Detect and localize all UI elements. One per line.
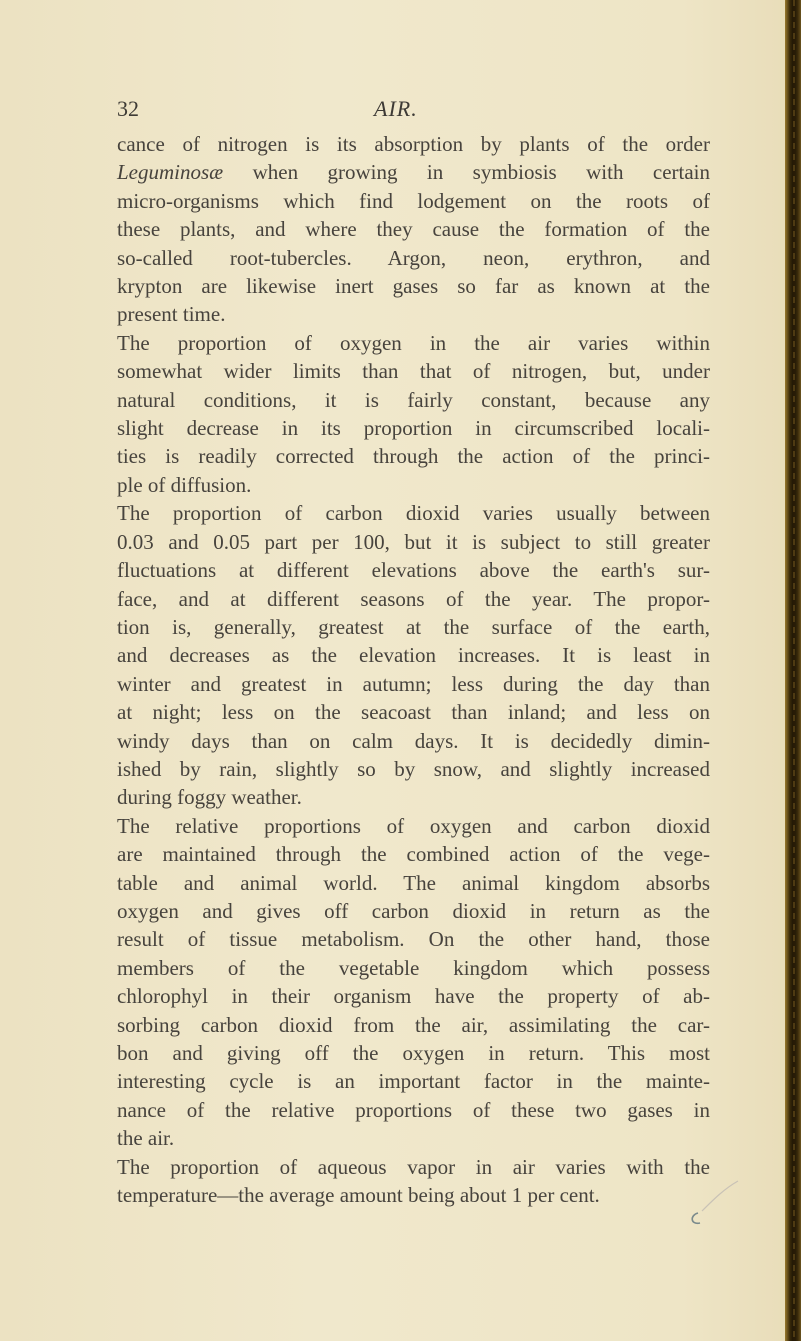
text-segment: chlorophyl in their organism have the property of ab- [117, 984, 710, 1009]
italic-term: Leguminosæ [117, 160, 224, 185]
text-segment: during foggy weather. [117, 785, 302, 810]
text-line [117, 982, 710, 1010]
text-segment: somewhat wider limits than that of nitrogen, but, under [117, 359, 710, 384]
text-line [117, 357, 710, 385]
text-segment: at night; less on the seacoast than inland; and less on [117, 700, 710, 725]
text-line [117, 812, 710, 840]
text-line [117, 783, 710, 811]
text-line [117, 556, 710, 584]
text-segment: The proportion of carbon dioxid varies usually between [117, 501, 710, 526]
text-line [117, 187, 710, 215]
text-segment: interesting cycle is an important factor in the mainte- [117, 1069, 710, 1094]
text-line [117, 414, 710, 442]
text-line [117, 698, 710, 726]
text-segment: 0.03 and 0.05 part per 100, but it is subject to still greater [117, 529, 710, 554]
text-line [117, 1181, 710, 1209]
text-segment: natural conditions, it is fairly constant, because any [117, 387, 710, 412]
text-segment: krypton are likewise inert gases so far as known at the [117, 274, 710, 299]
text-line [117, 1067, 710, 1095]
text-segment: winter and greatest in autumn; less during the day than [117, 671, 710, 696]
text-line [117, 158, 710, 186]
text-segment: micro-organisms which find lodgement on the roots of [117, 188, 710, 213]
text-segment: so-called root-tubercles. Argon, neon, erythron, and [117, 245, 710, 270]
text-segment: fluctuations at different elevations above the earth's sur- [117, 558, 710, 583]
text-segment: temperature—the average amount being about 1 per cent. [117, 1183, 600, 1208]
text-segment: oxygen and gives off carbon dioxid in return as the [117, 898, 710, 923]
text-segment: the air. [117, 1126, 175, 1151]
text-line [117, 840, 710, 868]
page-edge-stripe [793, 0, 795, 1341]
text-line [117, 386, 710, 414]
page-header [117, 96, 707, 128]
text-line [117, 1039, 710, 1067]
text-line [117, 897, 710, 925]
text-segment: ties is readily corrected through the action of the princi- [117, 444, 710, 469]
text-segment: face, and at different seasons of the year. The propor- [117, 586, 710, 611]
text-line [117, 869, 710, 897]
text-segment: these plants, and where they cause the formation of the [117, 217, 710, 242]
text-line [117, 670, 710, 698]
text-segment: result of tissue metabolism. On the other hand, those [117, 927, 710, 952]
text-line [117, 244, 710, 272]
text-segment: cance of nitrogen is its absorption by plants of the order [117, 132, 710, 156]
text-segment: The relative proportions of oxygen and carbon dioxid [117, 813, 710, 838]
text-segment: nance of the relative proportions of these two gases in [117, 1097, 710, 1122]
text-line [117, 1153, 710, 1181]
text-segment: when growing in symbiosis with certain [223, 160, 710, 185]
pencil-mark [684, 1177, 742, 1229]
text-line [117, 499, 710, 527]
text-segment: present time. [117, 302, 226, 327]
text-segment: The proportion of oxygen in the air varies within [117, 330, 710, 355]
text-line [117, 1096, 710, 1124]
text-segment: and decreases as the elevation increases. It is least in [117, 643, 710, 668]
text-segment: bon and giving off the oxygen in return. This most [117, 1041, 710, 1065]
text-line [117, 329, 710, 357]
text-line [117, 300, 710, 328]
text-line [117, 727, 710, 755]
text-line [117, 130, 710, 158]
running-head: AIR. [374, 96, 418, 121]
text-segment: tion is, generally, greatest at the surface of the earth, [117, 614, 710, 639]
text-line [117, 1011, 710, 1039]
text-segment: The proportion of aqueous vapor in air varies with the [117, 1154, 710, 1179]
text-segment: sorbing carbon dioxid from the air, assimilating the car- [117, 1012, 710, 1037]
text-segment: windy days than on calm days. It is decidedly dimin- [117, 728, 710, 753]
text-segment: slight decrease in its proportion in circumscribed locali- [117, 416, 710, 441]
text-segment: ple of diffusion. [117, 472, 252, 497]
text-line [117, 215, 710, 243]
text-line [117, 954, 710, 982]
text-line [117, 641, 710, 669]
text-segment: are maintained through the combined action of the vege- [117, 842, 710, 867]
text-segment: table and animal world. The animal kingdom absorbs [117, 870, 710, 895]
text-line [117, 925, 710, 953]
text-line [117, 755, 710, 783]
text-segment: members of the vegetable kingdom which possess [117, 955, 710, 980]
text-line [117, 528, 710, 556]
text-line [117, 585, 710, 613]
text-line [117, 1124, 710, 1152]
page-number: 32 [117, 96, 139, 121]
text-line [117, 471, 710, 499]
body-text [117, 130, 710, 1209]
text-line [117, 442, 710, 470]
text-segment: ished by rain, slightly so by snow, and slightly increased [117, 756, 710, 781]
text-line [117, 272, 710, 300]
text-line [117, 613, 710, 641]
